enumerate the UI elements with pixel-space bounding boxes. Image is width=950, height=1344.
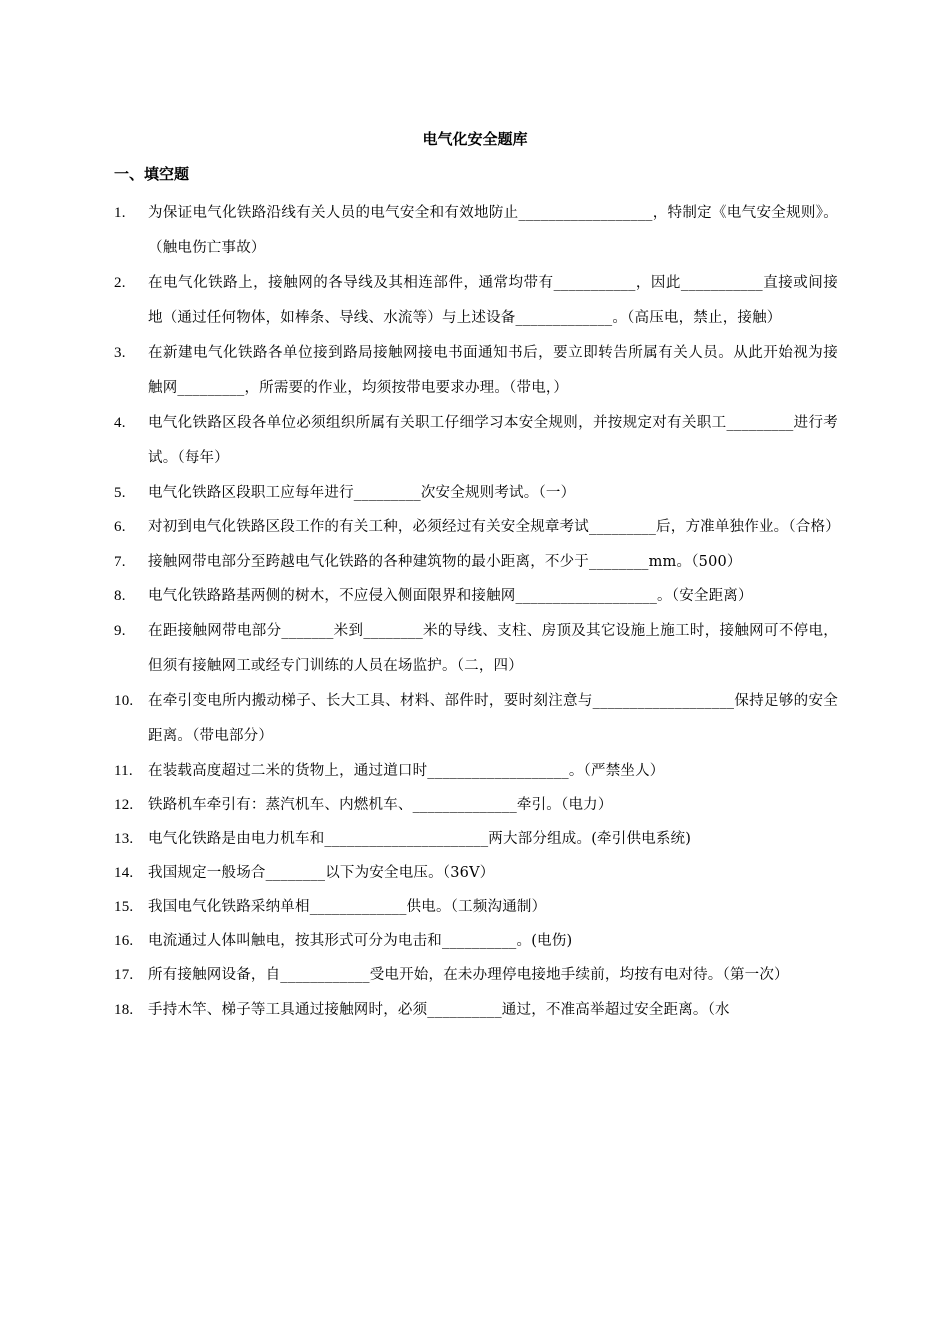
question-number: 3.	[114, 345, 126, 361]
question-text: 为保证电气化铁路沿线有关人员的电气安全和有效地防止__________________，特制定《电气安全规则》。（触电伤亡事故）	[148, 205, 838, 256]
question-item-12	[114, 788, 838, 822]
question-number: 6.	[114, 519, 126, 535]
question-text: 电气化铁路区段各单位必须组织所属有关职工仔细学习本安全规则，并按规定对有关职工_________进行考试。（每年）	[148, 415, 838, 466]
question-item-7	[114, 545, 838, 579]
question-number: 11.	[114, 763, 133, 779]
question-item-2	[114, 266, 838, 336]
question-text: 在装载高度超过二米的货物上，通过道口时___________________。（严禁坐人）	[148, 763, 665, 779]
question-item-15	[114, 890, 838, 924]
question-item-6	[114, 510, 838, 545]
question-number: 10.	[114, 693, 134, 709]
question-text: 所有接触网设备，自____________受电开始，在未办理停电接地手续前，均按有电对待。（第一次）	[148, 967, 789, 983]
question-item-4	[114, 406, 838, 476]
question-text: 手持木竿、梯子等工具通过接触网时，必须__________通过，不准高举超过安全距离。（水	[148, 1002, 730, 1018]
question-text: 在电气化铁路上，接触网的各导线及其相连部件，通常均带有___________，因此___________直接或间接地（通过任何物体，如棒条、导线、水流等）与上述设备_____________。（高压电，禁止，接触）	[148, 275, 838, 326]
question-item-16	[114, 924, 838, 958]
question-text: 接触网带电部分至跨越电气化铁路的各种建筑物的最小距离，不少于________mm。（500）	[148, 554, 742, 570]
question-text: 在距接触网带电部分_______米到________米的导线、支柱、房顶及其它设施上施工时，接触网可不停电，但须有接触网工或经专门训练的人员在场监护。（二，四）	[148, 623, 838, 674]
question-number: 9.	[114, 623, 126, 639]
question-item-5	[114, 476, 838, 510]
question-item-1	[114, 196, 838, 266]
question-text: 电流通过人体叫触电，按其形式可分为电击和__________。(电伤)	[148, 933, 573, 949]
question-item-13	[114, 822, 838, 856]
question-number: 14.	[114, 865, 134, 881]
question-number: 5.	[114, 485, 126, 501]
question-text: 电气化铁路区段职工应每年进行_________次安全规则考试。（一）	[148, 485, 576, 501]
question-number: 2.	[114, 275, 126, 291]
question-number: 7.	[114, 554, 126, 570]
question-number: 18.	[114, 1002, 134, 1018]
question-number: 12.	[114, 797, 134, 813]
question-item-18	[114, 993, 838, 1027]
question-item-11	[114, 754, 838, 788]
question-text: 我国电气化铁路采纳单相_____________供电。（工频沟通制）	[148, 899, 547, 915]
question-number: 16.	[114, 933, 134, 949]
question-text: 我国规定一般场合________以下为安全电压。（36V）	[148, 865, 495, 881]
document-title: 电气化安全题库	[422, 130, 528, 148]
question-text: 电气化铁路是由电力机车和______________________两大部分组成。(牵引供电系统)	[148, 831, 692, 847]
question-item-3	[114, 336, 838, 406]
question-number: 1.	[114, 205, 126, 221]
question-item-17	[114, 958, 838, 993]
question-number: 17.	[114, 967, 134, 983]
question-item-8	[114, 579, 838, 614]
question-text: 在新建电气化铁路各单位接到路局接触网接电书面通知书后，要立即转告所属有关人员。从此开始视为接触网_________，所需要的作业，均须按带电要求办理。（带电，）	[148, 345, 838, 396]
question-number: 4.	[114, 415, 126, 431]
question-number: 8.	[114, 588, 126, 604]
question-text: 电气化铁路路基两侧的树木，不应侵入侧面限界和接触网___________________。（安全距离）	[148, 588, 753, 604]
question-list	[114, 196, 838, 1027]
question-text: 对初到电气化铁路区段工作的有关工种，必须经过有关安全规章考试_________后，方准单独作业。（合格）	[148, 519, 840, 535]
section-heading: 一、填空题	[114, 165, 190, 183]
question-number: 15.	[114, 899, 134, 915]
question-text: 在牵引变电所内搬动梯子、长大工具、材料、部件时，要时刻注意与___________________保持足够的安全距离。（带电部分）	[148, 693, 838, 744]
question-text: 铁路机车牵引有：蒸汽机车、内燃机车、______________牵引。（电力）	[148, 797, 613, 813]
question-item-9	[114, 614, 838, 684]
question-item-14	[114, 856, 838, 890]
question-item-10	[114, 684, 838, 754]
question-number: 13.	[114, 831, 134, 847]
